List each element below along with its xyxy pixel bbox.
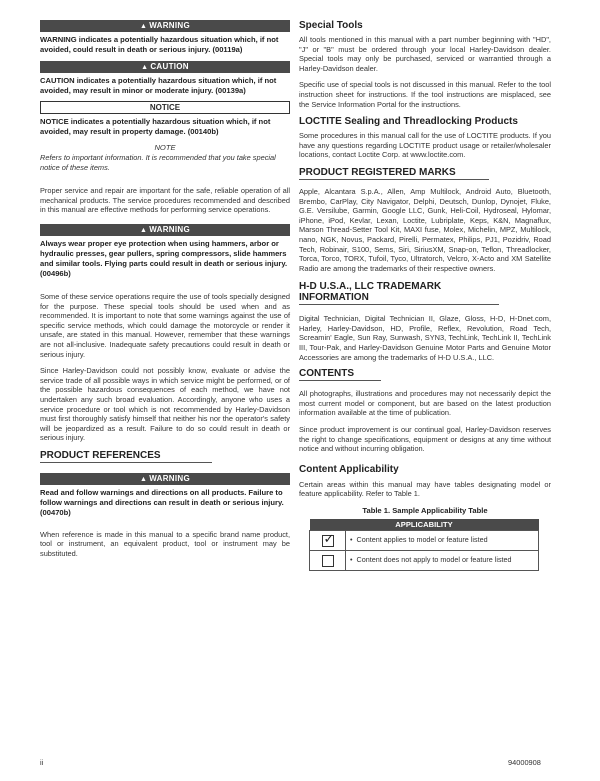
special-tools-p2: Specific use of special tools is not discussed in this manual. Refer to the tool instruction sheet for instructions. If the tool instructions are misplaced, see the Service Information Portal for the instructions.	[299, 80, 551, 109]
notice-banner: NOTICE	[40, 101, 290, 114]
content-applicability-heading: Content Applicability	[299, 463, 399, 475]
note-title: NOTE	[154, 143, 176, 152]
warning-triangle-icon: ▲	[140, 226, 148, 234]
harley-disclaimer-paragraph: Since Harley-Davidson could not possibly know, evaluate or advise the service trade of all possible ways in which service might be performed, or of the possible hazardous consequences of each method, we have not undertaken any such broad evaluation. Accordingly, anyone who uses a service procedure or tool which is not recommended by Harley-Davidson must first thoroughly satisfy himself that neither his nor the operator's safety will be jeopardized as a result. Failure to do so could result in death or serious injury.	[40, 366, 290, 443]
empty-box-icon	[322, 555, 334, 567]
table-row: ✓ • Content applies to model or feature listed	[310, 531, 539, 551]
warning-triangle-icon: ▲	[140, 23, 148, 30]
registered-marks-heading: PRODUCT REGISTERED MARKS	[299, 167, 489, 180]
hd-trademark-paragraph: Digital Technician, Digital Technician II, Glaze, Gloss, H-D, H-Dnet.com, Harley, Harley-Davidson, HD, Profile, Reflex, Revolution, Road Tech, Screamin' Eagle, Sun Ray, Sunwash, SYN3, TechLink, TechLink II, TechLink III, Tour-Pak, and Harley-Davidson Genuine Motor Parts and Genuine Motor Accessories are among the trademarks of H-D U.S.A., LLC.	[299, 314, 551, 362]
table-row: • Content does not apply to model or feature listed	[310, 551, 539, 571]
eye-protection-warning: Always wear proper eye protection when using hammers, arbor or hydraulic presses, gear pullers, spring compressors, slide hammers and similar tools. Flying parts could result in death or serious injury. (00496b)	[40, 238, 288, 278]
doc-number: 94000908	[508, 758, 541, 767]
table-cell-text: Content applies to model or feature listed	[356, 535, 488, 545]
product-warning-message: Read and follow warnings and directions on all products. Failure to follow warnings and directions can result in death or serious injury. (00470b)	[40, 487, 284, 517]
warning-banner: ▲ WARNING	[40, 473, 290, 485]
contents-p1: All photographs, illustrations and procedures may not necessarily depict the most current model or component, but are based on the latest production information available at the time of publication.	[299, 389, 551, 418]
table-title: Table 1. Sample Applicability Table	[362, 506, 488, 515]
service-paragraph: Proper service and repair are important for the safe, reliable operation of all mechanical products. The service procedures recommended and described in this manual are effective methods for performing service operations.	[40, 186, 290, 215]
warning-message: WARNING indicates a potentially hazardous situation which, if not avoided, could result in death or serious injury. (00119a)	[40, 35, 279, 54]
note-body: Refers to important information. It is recommended that you take special notice of these items.	[40, 153, 276, 172]
left-column	[40, 20, 290, 559]
warning-banner: ▲ WARNING	[40, 224, 290, 236]
special-tools-paragraph: Some of these service operations require the use of tools specially designed for the purpose. These special tools should be used when and as recommended. It is important to note that some warnings against the use of specific service methods, which could damage the motorcycle or render it unsafe, are stated in this manual. However, remember that these warnings are not all-inclusive. Inadequate safety precautions could result in death or serious injury.	[40, 291, 290, 359]
loctite-paragraph: Some procedures in this manual call for the use of LOCTITE products. If you have any questions regarding LOCTITE product usage or retailer/wholesaler locations, contact Loctite Corp. at www.loctite.com.	[299, 131, 551, 160]
right-column	[299, 20, 551, 571]
page-number: ii	[40, 758, 44, 767]
applicability-table	[309, 519, 539, 571]
content-applicability-paragraph: Certain areas within this manual may have tables designating model or feature applicability. Refer to Table 1.	[299, 479, 551, 499]
loctite-heading: LOCTITE Sealing and Threadlocking Products	[299, 116, 518, 128]
warning-triangle-icon: ▲	[140, 475, 148, 483]
table-cell-text: Content does not apply to model or feature listed	[356, 555, 512, 565]
contents-heading: CONTENTS	[299, 368, 381, 381]
special-tools-p1: All tools mentioned in this manual with a part number beginning with "HD", "J" or "B" must be ordered through your local Harley-Davidson dealer. Special tools may only be purchased, serviced or warrantied through a Harley-Davidson dealer.	[299, 35, 551, 73]
contents-p2: Since product improvement is our continual goal, Harley-Davidson reserves the right to change specifications, equipment or designs at any time without notice and without incurring obligation.	[299, 425, 551, 454]
hd-trademark-heading: H-D U.S.A., LLC TRADEMARK INFORMATION	[299, 281, 499, 305]
product-references-heading: PRODUCT REFERENCES	[40, 450, 212, 463]
special-tools-heading: Special Tools	[299, 20, 363, 31]
table-header: APPLICABILITY	[310, 519, 539, 531]
caution-message: CAUTION indicates a potentially hazardous situation which, if not avoided, may result in minor or moderate injury. (00139a)	[40, 76, 277, 95]
notice-message: NOTICE indicates a potentially hazardous situation which, if not avoided, may result in property damage. (00140b)	[40, 117, 271, 136]
caution-triangle-icon: ▲	[141, 64, 149, 71]
checked-box-icon: ✓	[323, 530, 335, 546]
caution-banner: ▲ CAUTION	[40, 61, 290, 73]
product-references-paragraph: When reference is made in this manual to a specific brand name product, tool or instrument, an equivalent product, tool or instrument may be substituted.	[40, 529, 290, 559]
registered-marks-paragraph: Apple, Alcantara S.p.A., Allen, Amp Multilock, Android Auto, Bluetooth, Brembo, CarPlay, City Navigator, Delphi, Deutsch, Dunlop, Dynojet, Fluke, G.E. Versilube, Garmin, Google LLC, Gunk, Heli-Coil, Hydroseal, Hylomar, iPhone, iPod, Kevlar, Lexan, Loctite, Lubriplate, Keps, K&N, Magnaflux, Marson Thread-Setter Tool Kit, MAXI fuse, Molex, Michelin, MPZ, Multilock, nano, NGK, Novus, Packard, Pirelli, Permatex, Philips, PJ1, Pozidriv, Road Tech, Robinair, S100, Sems, Siri, SiriusXM, Snap-on, Teflon, Threadlocker, Torca, Torco, TORX, Tufoil, Tyco, Ultratorch, Velcro, X-Acto and XM Satellite Radio are among the trademarks of their respective owners.	[299, 186, 551, 273]
warning-banner: ▲ WARNING	[40, 20, 290, 32]
